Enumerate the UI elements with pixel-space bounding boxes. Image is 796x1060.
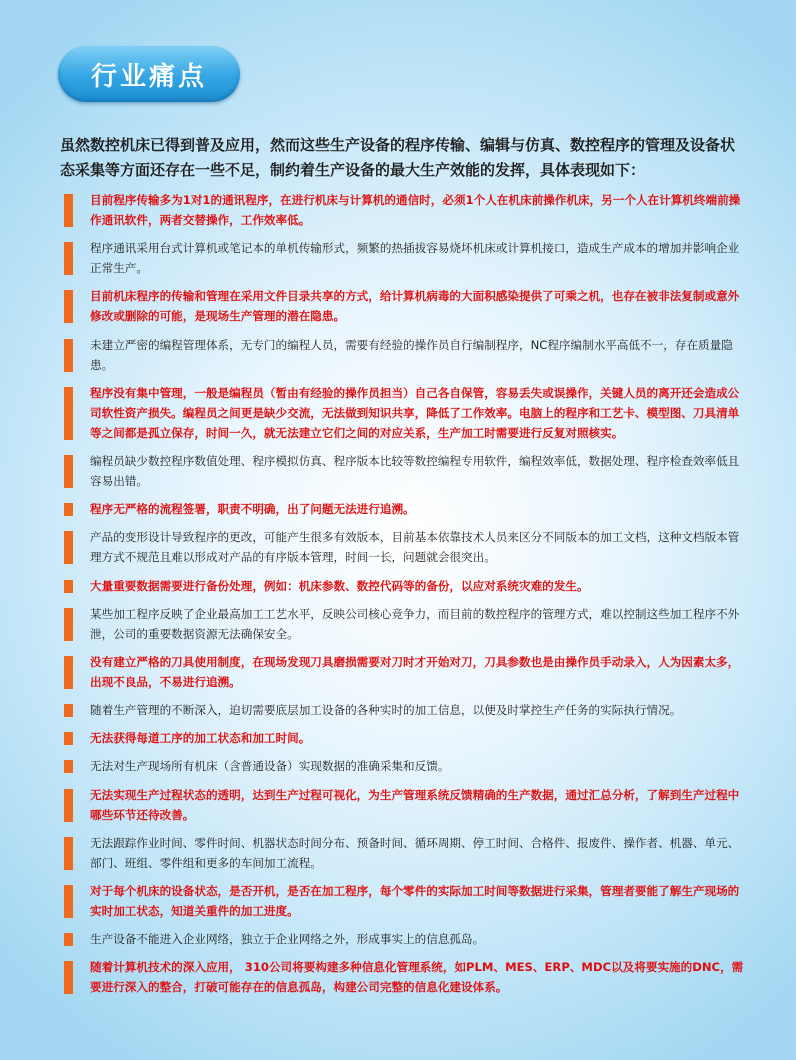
list-item xyxy=(64,929,744,949)
list-item xyxy=(64,957,744,997)
list-item xyxy=(64,652,744,692)
square-bullet-icon xyxy=(64,789,73,822)
list-item xyxy=(64,576,744,596)
list-item-text: 编程员缺少数控程序数值处理、程序模拟仿真、程序版本比较等数控编程专用软件，编程效率低，数据处理、程序检查效率低且容易出错。 xyxy=(90,453,740,488)
list-item-text: 目前程序传输多为1对1的通讯程序，在进行机床与计算机的通信时，必须1个人在机床前操作机床，另一个人在计算机终端前操作通讯软件，两者交替操作，工作效率低。 xyxy=(90,193,741,227)
list-item-text: 随着计算机技术的深入应用， 310公司将要构建多种信息化管理系统，如PLM、MES、ERP、MDC以及将要实施的DNC，需要进行深入的整合，打破可能存在的信息孤岛，构建公司完整的信息化建设体系。 xyxy=(90,960,744,995)
list-item-text: 无法获得每道工序的加工状态和加工时间。 xyxy=(90,731,311,746)
list-item xyxy=(64,383,744,443)
list-item xyxy=(64,451,744,491)
list-item-text: 程序通讯采用台式计算机或笔记本的单机传输形式，频繁的热插拔容易烧坏机床或计算机接口，造成生产成本的增加并影响企业正常生产。 xyxy=(90,241,740,276)
square-bullet-icon xyxy=(64,339,73,372)
list-item-text: 大量重要数据需要进行备份处理，例如：机床参数、数控代码等的备份，以应对系统灾难的发生。 xyxy=(90,578,589,593)
list-item-text: 无法跟踪作业时间、零件时间、机器状态时间分布、预备时间、循环周期、停工时间、合格件、报废件、操作者、机器、单元、部门、班组、零件组和更多的车间加工流程。 xyxy=(90,835,740,870)
list-item-text: 产品的变形设计导致程序的更改，可能产生很多有效版本，目前基本依靠技术人员来区分不同版本的加工文档，这种文档版本管理方式不规范且难以形成对产品的有序版本管理，时间一长，问题就会很突出。 xyxy=(90,530,740,565)
square-bullet-icon xyxy=(64,503,73,516)
section-title: 行业痛点 xyxy=(58,46,240,102)
list-item xyxy=(64,728,744,748)
list-item xyxy=(64,527,744,567)
square-bullet-icon xyxy=(64,885,73,918)
square-bullet-icon xyxy=(64,732,73,745)
list-item-text: 没有建立严格的刀具使用制度，在现场发现刀具磨损需要对刀时才开始对刀，刀具参数也是由操作员手动录入，人为因素太多，出现不良品，不易进行追溯。 xyxy=(90,654,740,689)
list-item xyxy=(64,238,744,278)
list-item-text: 未建立严密的编程管理体系，无专门的编程人员，需要有经验的操作员自行编制程序，NC程序编制水平高低不一，存在质量隐患。 xyxy=(90,337,733,372)
list-item xyxy=(64,335,744,375)
square-bullet-icon xyxy=(64,387,73,440)
list-item-text: 无法对生产现场所有机床（含普通设备）实现数据的准确采集和反馈。 xyxy=(90,759,450,774)
square-bullet-icon xyxy=(64,290,73,323)
square-bullet-icon xyxy=(64,760,73,773)
square-bullet-icon xyxy=(64,933,73,946)
list-item-text: 某些加工程序反映了企业最高加工工艺水平，反映公司核心竞争力，而目前的数控程序的管理方式，难以控制这些加工程序不外泄，公司的重要数据资源无法确保安全。 xyxy=(90,606,740,641)
list-item-text: 随着生产管理的不断深入，迫切需要底层加工设备的各种实时的加工信息，以便及时掌控生产任务的实际执行情况。 xyxy=(90,703,682,718)
square-bullet-icon xyxy=(64,580,73,593)
square-bullet-icon xyxy=(64,837,73,870)
list-item-text: 生产设备不能进入企业网络，独立于企业网络之外，形成事实上的信息孤岛。 xyxy=(90,932,485,947)
list-item xyxy=(64,286,744,326)
list-item xyxy=(64,881,744,921)
list-item xyxy=(64,190,744,230)
list-item xyxy=(64,499,744,519)
square-bullet-icon xyxy=(64,194,73,227)
square-bullet-icon xyxy=(64,656,73,689)
list-item xyxy=(64,700,744,720)
list-item-text: 对于每个机床的设备状态，是否开机，是否在加工程序，每个零件的实际加工时间等数据进行采集，管理者要能了解生产现场的实时加工状态，知道关重件的加工进度。 xyxy=(90,884,740,918)
intro-paragraph: 虽然数控机床已得到普及应用，然而这些生产设备的程序传输、编辑与仿真、数控程序的管理及设备状态采集等方面还存在一些不足，制约着生产设备的最大生产效能的发挥，具体表现如下： xyxy=(60,136,736,179)
square-bullet-icon xyxy=(64,961,73,994)
square-bullet-icon xyxy=(64,242,73,275)
list-item xyxy=(64,833,744,873)
square-bullet-icon xyxy=(64,704,73,717)
pain-point-list xyxy=(64,190,744,1006)
list-item xyxy=(64,756,744,776)
list-item xyxy=(64,604,744,644)
list-item-text: 目前机床程序的传输和管理在采用文件目录共享的方式，给计算机病毒的大面积感染提供了可乘之机，也存在被非法复制或意外修改或删除的可能，是现场生产管理的潜在隐患。 xyxy=(90,289,740,324)
list-item-text: 程序没有集中管理，一般是编程员（暂由有经验的操作员担当）自己各自保管，容易丢失或误操作，关键人员的离开还会造成公司软性资产损失。编程员之间更是缺少交流，无法做到知识共享，降低了工作效率。电脑上的程序和工艺卡、模型图、刀具清单等之间都是孤立保存，时间一久，就无法建立它们之间的对应关系，生产加工时需要进行反复对照核实。 xyxy=(90,385,740,440)
list-item-text: 程序无严格的流程签署，职责不明确，出了问题无法进行追溯。 xyxy=(90,502,415,517)
square-bullet-icon xyxy=(64,455,73,488)
square-bullet-icon xyxy=(64,608,73,641)
list-item xyxy=(64,785,744,825)
list-item-text: 无法实现生产过程状态的透明，达到生产过程可视化，为生产管理系统反馈精确的生产数据，通过汇总分析，了解到生产过程中哪些环节还待改善。 xyxy=(90,787,740,822)
square-bullet-icon xyxy=(64,531,73,564)
